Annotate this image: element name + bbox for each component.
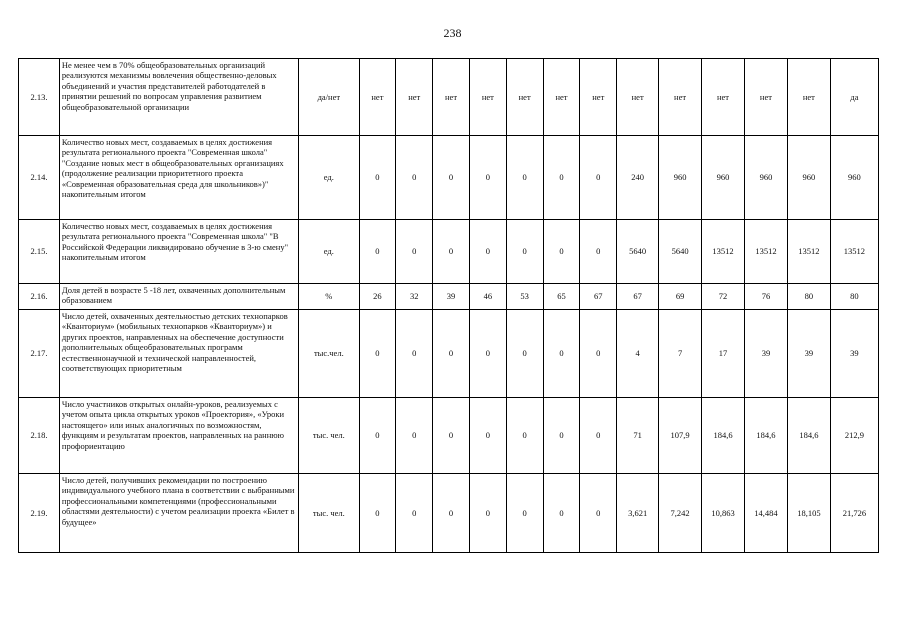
value-cell: 71 <box>617 398 659 474</box>
indicator-description: Доля детей в возрасте 5 -18 лет, охваченных дополнительным образованием <box>59 284 298 310</box>
value-cell: 0 <box>543 136 580 220</box>
value-cell: 80 <box>787 284 830 310</box>
row-number: 2.19. <box>19 474 60 553</box>
value-cell: 53 <box>506 284 543 310</box>
value-cell: 17 <box>702 310 745 398</box>
value-cell: нет <box>787 59 830 136</box>
table-row <box>19 284 879 310</box>
value-cell: 184,6 <box>787 398 830 474</box>
value-cell: 0 <box>543 310 580 398</box>
indicator-description: Количество новых мест, создаваемых в целях достижения результата регионального проекта "Современная школа" "В Российской Федерации ликвидировано обучение в 3-ю смену" накопительным итогом <box>59 220 298 284</box>
value-cell: 0 <box>433 474 470 553</box>
value-cell: 0 <box>506 398 543 474</box>
value-cell: 0 <box>469 136 506 220</box>
value-cell: нет <box>433 59 470 136</box>
indicator-description: Не менее чем в 70% общеобразовательных организаций реализуются механизмы вовлечения общественно-деловых объединений и участия представителей работодателей в принятии решений по вопросам управления развитием общеобразовательной организации <box>59 59 298 136</box>
row-number: 2.13. <box>19 59 60 136</box>
value-cell: 76 <box>744 284 787 310</box>
value-cell: 0 <box>396 310 433 398</box>
value-cell: 0 <box>506 220 543 284</box>
unit-cell: % <box>299 284 359 310</box>
unit-cell: ед. <box>299 136 359 220</box>
table-row <box>19 474 879 553</box>
value-cell: 3,621 <box>617 474 659 553</box>
value-cell: 960 <box>659 136 702 220</box>
value-cell: 67 <box>580 284 617 310</box>
value-cell: 960 <box>787 136 830 220</box>
value-cell: нет <box>617 59 659 136</box>
value-cell: 0 <box>433 310 470 398</box>
value-cell: 960 <box>702 136 745 220</box>
table-row <box>19 59 879 136</box>
value-cell: 7 <box>659 310 702 398</box>
row-number: 2.18. <box>19 398 60 474</box>
row-number: 2.15. <box>19 220 60 284</box>
value-cell: 13512 <box>830 220 878 284</box>
value-cell: 13512 <box>787 220 830 284</box>
value-cell: 7,242 <box>659 474 702 553</box>
value-cell: 0 <box>543 398 580 474</box>
value-cell: 0 <box>396 136 433 220</box>
value-cell: 0 <box>396 220 433 284</box>
value-cell: 0 <box>359 310 396 398</box>
page-number: 238 <box>443 26 462 40</box>
indicator-description: Число участников открытых онлайн-уроков, реализуемых с учетом опыта цикла открытых уроков «Проектория», «Уроки настоящего» или иных аналогичных по возможностям, функциям и результатам проектов, направленных на раннюю профориентацию <box>59 398 298 474</box>
value-cell: 0 <box>580 310 617 398</box>
row-number: 2.14. <box>19 136 60 220</box>
value-cell: 14,484 <box>744 474 787 553</box>
unit-cell: ед. <box>299 220 359 284</box>
value-cell: 46 <box>469 284 506 310</box>
value-cell: 0 <box>433 136 470 220</box>
value-cell: 5640 <box>659 220 702 284</box>
value-cell: 212,9 <box>830 398 878 474</box>
value-cell: 39 <box>744 310 787 398</box>
value-cell: 65 <box>543 284 580 310</box>
value-cell: 0 <box>469 398 506 474</box>
value-cell: нет <box>702 59 745 136</box>
value-cell: 26 <box>359 284 396 310</box>
value-cell: нет <box>543 59 580 136</box>
value-cell: 39 <box>433 284 470 310</box>
value-cell: 0 <box>433 398 470 474</box>
value-cell: 960 <box>744 136 787 220</box>
row-number: 2.17. <box>19 310 60 398</box>
value-cell: 0 <box>543 474 580 553</box>
value-cell: 0 <box>506 136 543 220</box>
value-cell: 0 <box>580 220 617 284</box>
value-cell: 10,863 <box>702 474 745 553</box>
table-row <box>19 220 879 284</box>
value-cell: 0 <box>506 474 543 553</box>
value-cell: нет <box>659 59 702 136</box>
value-cell: 107,9 <box>659 398 702 474</box>
value-cell: 184,6 <box>702 398 745 474</box>
value-cell: 39 <box>787 310 830 398</box>
value-cell: 69 <box>659 284 702 310</box>
indicator-description: Число детей, получивших рекомендации по построению индивидуального учебного плана в соответствии с выбранными профессиональными компетенциями (профессиональными областями деятельности) с учетом реализации проекта «Билет в будущее» <box>59 474 298 553</box>
value-cell: 0 <box>396 398 433 474</box>
value-cell: 0 <box>359 398 396 474</box>
value-cell: 39 <box>830 310 878 398</box>
value-cell: 13512 <box>702 220 745 284</box>
value-cell: 0 <box>580 474 617 553</box>
value-cell: 67 <box>617 284 659 310</box>
unit-cell: тыс.чел. <box>299 310 359 398</box>
value-cell: 5640 <box>617 220 659 284</box>
value-cell: 0 <box>469 474 506 553</box>
unit-cell: тыс. чел. <box>299 474 359 553</box>
value-cell: 18,105 <box>787 474 830 553</box>
value-cell: 184,6 <box>744 398 787 474</box>
value-cell: нет <box>396 59 433 136</box>
value-cell: 80 <box>830 284 878 310</box>
value-cell: нет <box>580 59 617 136</box>
value-cell: 0 <box>396 474 433 553</box>
value-cell: 0 <box>433 220 470 284</box>
row-number: 2.16. <box>19 284 60 310</box>
value-cell: 13512 <box>744 220 787 284</box>
value-cell: 0 <box>469 220 506 284</box>
value-cell: нет <box>469 59 506 136</box>
value-cell: 240 <box>617 136 659 220</box>
value-cell: 0 <box>580 398 617 474</box>
value-cell: нет <box>506 59 543 136</box>
table-row <box>19 310 879 398</box>
value-cell: 0 <box>469 310 506 398</box>
value-cell: 0 <box>543 220 580 284</box>
indicator-description: Число детей, охваченных деятельностью детских технопарков «Кванториум» (мобильных технопарков «Кванториум») и других проектов, направленных на обеспечение доступности дополнительных общеобразовательных программ естественнонаучной и технической направленностей, соответствующих приоритетным <box>59 310 298 398</box>
value-cell: 0 <box>506 310 543 398</box>
indicators-table <box>18 58 879 553</box>
table-row <box>19 398 879 474</box>
value-cell: да <box>830 59 878 136</box>
table-row <box>19 136 879 220</box>
value-cell: нет <box>744 59 787 136</box>
value-cell: 72 <box>702 284 745 310</box>
value-cell: нет <box>359 59 396 136</box>
value-cell: 4 <box>617 310 659 398</box>
table-body <box>19 59 879 553</box>
value-cell: 0 <box>359 220 396 284</box>
value-cell: 21,726 <box>830 474 878 553</box>
value-cell: 32 <box>396 284 433 310</box>
value-cell: 0 <box>580 136 617 220</box>
value-cell: 960 <box>830 136 878 220</box>
value-cell: 0 <box>359 136 396 220</box>
value-cell: 0 <box>359 474 396 553</box>
unit-cell: тыс. чел. <box>299 398 359 474</box>
unit-cell: да/нет <box>299 59 359 136</box>
indicator-description: Количество новых мест, создаваемых в целях достижения результата регионального проекта "Современная школа" "Создание новых мест в общеобразовательных организациях (продолжение реализации приоритетного проекта «Современная образовательная среда для школьников»)" накопительным итогом <box>59 136 298 220</box>
